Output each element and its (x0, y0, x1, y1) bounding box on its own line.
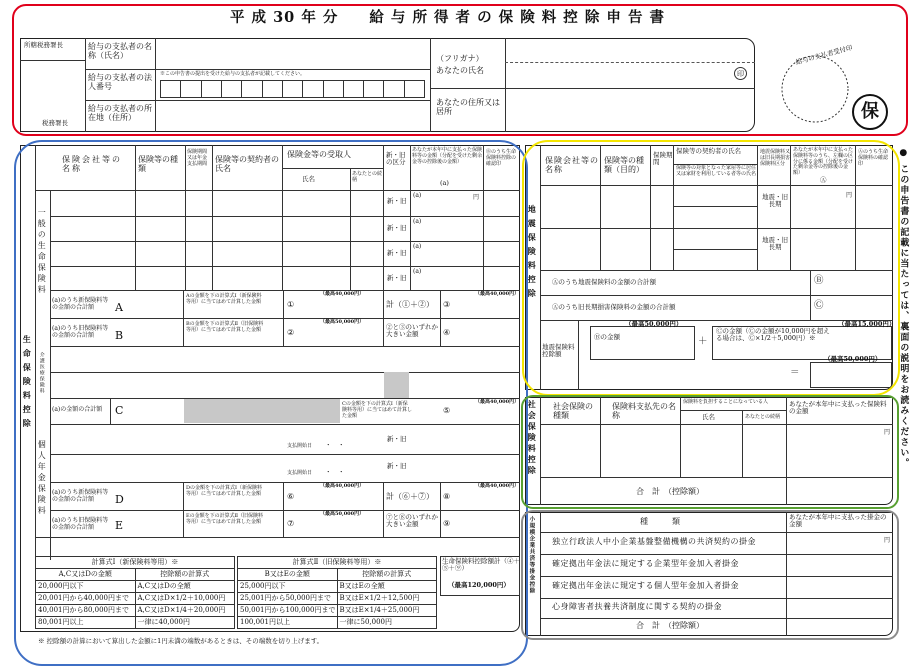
social-col-payee: 保険料支払先の名称 (612, 402, 676, 421)
payer-number-boxes[interactable] (160, 80, 425, 98)
kaigo-grey-band (184, 399, 340, 423)
kojin-E-num: ⑦ (287, 519, 295, 528)
life-col-company: 保険会社等の名称 (62, 155, 122, 174)
f1r1b: A,C又はD×1/2＋10,000円 (135, 593, 235, 605)
kaigo-C-num: ⑤ (443, 406, 451, 415)
ippan-B-num: ② (287, 328, 295, 337)
kojin-larger-num: ⑨ (443, 519, 451, 528)
formula-table-1 (35, 556, 235, 629)
life-col-type: 保険等の種類 (138, 155, 178, 174)
quake-c-max: （最高15,000円） (838, 320, 896, 328)
tax-office-suffix: 税務署長 (42, 119, 68, 127)
payer-address-label: 給与の支払者の所在地（住所） (88, 104, 152, 123)
kojin-D-letter: D (115, 493, 124, 506)
social-col-burden-name: 氏名 (702, 413, 715, 421)
kojin-D-max: （最高40,000円） (320, 483, 365, 489)
life-col-recipient-name: 氏名 (302, 175, 315, 183)
quake-equals: ＝ (790, 367, 800, 378)
quake-sum-old-label: Ⓐのうち旧長期損害保険料の金額の合計額 (552, 303, 676, 311)
quake-col-amount-a: Ⓐ (820, 176, 827, 184)
formula-col-amount-1: A,C又はDの金額 (36, 569, 136, 581)
seal-mark: 印 (734, 67, 747, 80)
kojin-start-2: 支払開始日 (287, 470, 313, 476)
life-new-old-4[interactable]: 新・旧 (387, 274, 407, 282)
kojin-E-calc: Eの金額を下の計算式Ⅱ（旧保険料等用）に当てはめて計算した金額 (186, 513, 264, 525)
small-item-3: 確定拠出年金法に規定する個人型年金加入者掛金 (552, 581, 739, 590)
stamp-seal-text: 給与の支払者受付印 (794, 43, 854, 67)
quake-total-max: （最高50,000円） (824, 355, 882, 363)
ippan-label: 一般の生命保険料 (37, 208, 47, 296)
ippan-A-calc: Aの金額を下の計算式Ⅰ（新保険料等用）に当てはめて計算した金額 (186, 293, 262, 305)
life-col-recipient: 保険金等の受取人 (287, 150, 351, 159)
formula-header-1: 計算式Ⅰ（新保険料等用）※ (36, 557, 235, 569)
f2r3a: 100,001円以上 (238, 617, 338, 629)
quake-col-check: Ⓐのうち生命保険料の確認印 (858, 149, 889, 167)
life-amount-a-3: (a) (413, 243, 422, 250)
tax-office-label: 所轄税務署長 (24, 41, 63, 49)
f2r2b: B又はE×1/4＋25,000円 (337, 605, 437, 617)
ippan-B-letter: B (115, 329, 124, 342)
small-total-label: 合 計 （控除額） (636, 621, 704, 630)
quake-section-label: 地震保険料控除 (527, 205, 538, 303)
life-col-check: ⑧のうち生命保険料控除の確認印 (486, 149, 517, 167)
quake-category-1[interactable]: 地震・旧長期 (762, 193, 788, 209)
life-col-period: 保険期間又は年金支払期間 (187, 149, 208, 167)
social-col-type: 社会保険の種類 (553, 402, 593, 421)
small-yen-1: 円 (884, 537, 891, 544)
ho-mark: 保 (852, 94, 888, 130)
kaigo-C-letter: C (115, 404, 124, 417)
life-amount-a-4: (a) (413, 268, 422, 275)
social-yen-1: 円 (884, 429, 891, 436)
social-col-amount: あなたが本年中に支払った保険料の金額 (789, 400, 887, 416)
kaigo-C-label: (a)の金額の合計額 (52, 406, 103, 413)
kaigo-C-calc: Cの金額を下の計算式Ⅰ（新保険料等用）に当てはめて計算した金額 (342, 401, 413, 419)
quake-col-category: 地震保険料又は旧長期損害保険料区分 (760, 149, 791, 167)
life-new-old-1[interactable]: 新・旧 (387, 197, 407, 205)
life-new-old-2[interactable]: 新・旧 (387, 224, 407, 232)
life-total-max: （最高120,000円） (448, 581, 510, 589)
furigana-label: （フリガナ） (436, 54, 484, 63)
life-col-new-old: 新・旧の区分 (386, 151, 406, 167)
quake-c-rule: Ⓒの金額（Ⓒの金額が10,000円を超える場合は、Ⓒ×1/2＋5,000円）※ (716, 327, 830, 343)
kojin-E-max: （最高50,000円） (320, 511, 365, 517)
life-col-amount: あなたが本年中に支払った保険料等の金額（分配を受けた剰余金等の控除後の金額） (412, 147, 483, 165)
formula-header-2: 計算式Ⅱ（旧保険料等用）※ (238, 557, 437, 569)
ippan-A-max: （最高40,000円） (320, 291, 365, 297)
f2r3b: 一律に50,000円 (337, 617, 437, 629)
life-amount-a-1: (a) (413, 192, 422, 199)
kaigo-C-max: （最高40,000円） (475, 399, 520, 405)
quake-category-2[interactable]: 地震・旧長期 (762, 236, 788, 252)
f2r1a: 25,001円から50,000円まで (238, 593, 338, 605)
your-name-label: あなたの氏名 (436, 66, 484, 75)
quake-b-amount-label: Ⓑの金額 (594, 333, 620, 341)
vertical-notice: ● この申告書の記載に当たっては、裏面の説明をお読みください。 (898, 148, 909, 469)
life-section-label: 生命保険料控除 (22, 335, 33, 433)
ippan-A-label: (a)のうち新保険料等の金額の合計額 (52, 297, 109, 311)
ippan-B-calc: Bの金額を下の計算式Ⅱ（旧保険料等用）に当てはめて計算した金額 (186, 321, 264, 333)
f1r0b: A,C又はDの全額 (135, 581, 235, 593)
kojin-new-old-2[interactable]: 新・旧 (387, 462, 407, 470)
payer-stamp-circle (778, 52, 852, 126)
kaigo-label: 介護医療保険料 (38, 352, 45, 394)
f2r2a: 50,001円から100,000円まで (238, 605, 338, 617)
quake-col-period: 保険期間 (653, 151, 673, 167)
life-footnote: ※ 控除額の計算において算出した金額に1円未満の端数があるときは、その端数を切り上げます。 (38, 637, 324, 645)
f2r0a: 25,000円以下 (238, 581, 338, 593)
ippan-A-letter: A (115, 301, 123, 314)
f1r1a: 20,001円から40,000円まで (36, 593, 136, 605)
ippan-A-num: ① (287, 300, 295, 309)
kojin-D-calc: Dの金額を下の計算式Ⅰ（新保険料等用）に当てはめて計算した金額 (186, 485, 262, 497)
formula-col-calc-1: 控除額の計算式 (135, 569, 235, 581)
kojin-start-1-fill: ・ ・ (325, 441, 345, 449)
kojin-sum-num: ⑧ (443, 492, 451, 501)
quake-b-max: （最高50,000円） (625, 320, 683, 328)
life-col-recipient-rel: あなたとの続柄 (352, 171, 383, 183)
f2r1b: B又はE×1/2＋12,500円 (337, 593, 437, 605)
form-title: 平 成 30 年 分 給 与 所 得 者 の 保 険 料 控 除 申 告 書 (230, 9, 665, 26)
quake-col-company: 保険会社等の名称 (545, 156, 599, 175)
kojin-start-2-fill: ・ ・ (325, 468, 345, 476)
formula-table-2 (237, 556, 437, 629)
ippan-B-label: (a)のうち旧保険料等の金額の合計額 (52, 325, 109, 339)
f1r3b: 一律に40,000円 (135, 617, 235, 629)
kojin-sum-max: （最高40,000円） (475, 483, 520, 489)
social-total-label: 合 計 （控除額） (636, 487, 704, 496)
kojin-E-label: (a)のうち旧保険料等の金額の合計額 (52, 517, 109, 531)
ippan-sum-label: 計（①＋②） (386, 300, 434, 309)
quake-col-holder: 保険等の契約者の氏名 (676, 147, 741, 155)
small-col-type: 種 類 (640, 517, 680, 526)
payer-number-label: 給与の支払者の法人番号 (88, 73, 152, 92)
formula-col-amount-2: B又はEの金額 (238, 569, 338, 581)
quake-total-box[interactable] (810, 362, 892, 388)
quake-col-type: 保険等の種類（目的） (604, 156, 644, 175)
quake-sum-quake-letter: Ⓑ (814, 275, 824, 286)
ippan-sum-max: （最高40,000円） (475, 291, 520, 297)
social-section-label: 社会保険料控除 (527, 400, 538, 477)
f1r0a: 20,000円以下 (36, 581, 136, 593)
kojin-start-1: 支払開始日 (287, 443, 313, 449)
payer-number-note: ※この申告書の提出を受けた給与の支払者が記載してください。 (160, 71, 306, 77)
kojin-new-old-1[interactable]: 新・旧 (387, 435, 407, 443)
quake-yen-1: 円 (846, 192, 853, 199)
life-total-label: 生命保険料控除額計（④＋⑤＋⑨） (442, 557, 520, 573)
f1r2b: A,C又はD×1/4＋20,000円 (135, 605, 235, 617)
your-address-label: あなたの住所又は居所 (436, 98, 500, 117)
kojin-D-num: ⑥ (287, 492, 295, 501)
f2r0b: B又はEの全額 (337, 581, 437, 593)
life-yen-1: 円 (473, 194, 480, 201)
life-new-old-3[interactable]: 新・旧 (387, 249, 407, 257)
life-col-holder: 保険等の契約者の氏名 (215, 155, 279, 174)
kaigo-grey-cell-1 (384, 372, 409, 398)
social-col-burden-rel: あなたとの続柄 (745, 414, 781, 420)
quake-sum-quake-label: Ⓐのうち地震保険料の金額の合計額 (552, 278, 656, 286)
kojin-E-letter: E (115, 519, 124, 532)
kojin-larger-label: ⑦と⑧のいずれか大きい金額 (386, 513, 438, 529)
quake-col-amount: あなたが本年中に支払った保険料等のうち、左欄の区分に係る金額（分配を受けた剰余金等の控除後の金額） (793, 147, 854, 176)
ippan-B-max: （最高50,000円） (320, 319, 365, 325)
small-item-1: 独立行政法人中小企業基盤整備機構の共済契約の掛金 (552, 537, 756, 546)
kojin-label: 個人年金保険料 (37, 440, 47, 517)
social-col-burden: 保険料を負担することになっている人 (683, 399, 769, 405)
life-amount-a-2: (a) (413, 218, 422, 225)
small-item-4: 心身障害者扶養共済制度に関する契約の掛金 (552, 602, 722, 611)
quake-col-holder-sub: 保険等の対象となった家屋等に居住又は家財を利用している者等の氏名 (676, 165, 757, 177)
small-section-label: 小規模企業共済等掛金控除 (528, 516, 535, 594)
kojin-D-label: (a)のうち新保険料等の金額の合計額 (52, 489, 109, 503)
ippan-sum-num: ③ (443, 300, 451, 309)
f1r2a: 40,001円から80,000円まで (36, 605, 136, 617)
formula-col-calc-2: 控除額の計算式 (337, 569, 437, 581)
payer-name-label: 給与の支払者の名称（氏名） (88, 42, 152, 61)
quake-sum-old-letter: Ⓒ (814, 300, 824, 311)
f1r3a: 80,001円以上 (36, 617, 136, 629)
quake-b-box[interactable] (590, 326, 695, 360)
quake-deduction-label: 地震保険料控除額 (542, 343, 575, 359)
ippan-larger-label: ②と③のいずれか大きい金額 (386, 323, 438, 339)
small-item-2: 確定拠出年金法に規定する企業型年金加入者掛金 (552, 559, 739, 568)
kojin-sum-label: 計（⑥＋⑦） (386, 492, 434, 501)
quake-plus: ＋ (698, 336, 708, 347)
small-col-amount: あなたが本年中に支払った掛金の金額 (789, 513, 887, 529)
life-col-amount-a: (a) (440, 179, 449, 187)
ippan-larger-num: ④ (443, 328, 451, 337)
